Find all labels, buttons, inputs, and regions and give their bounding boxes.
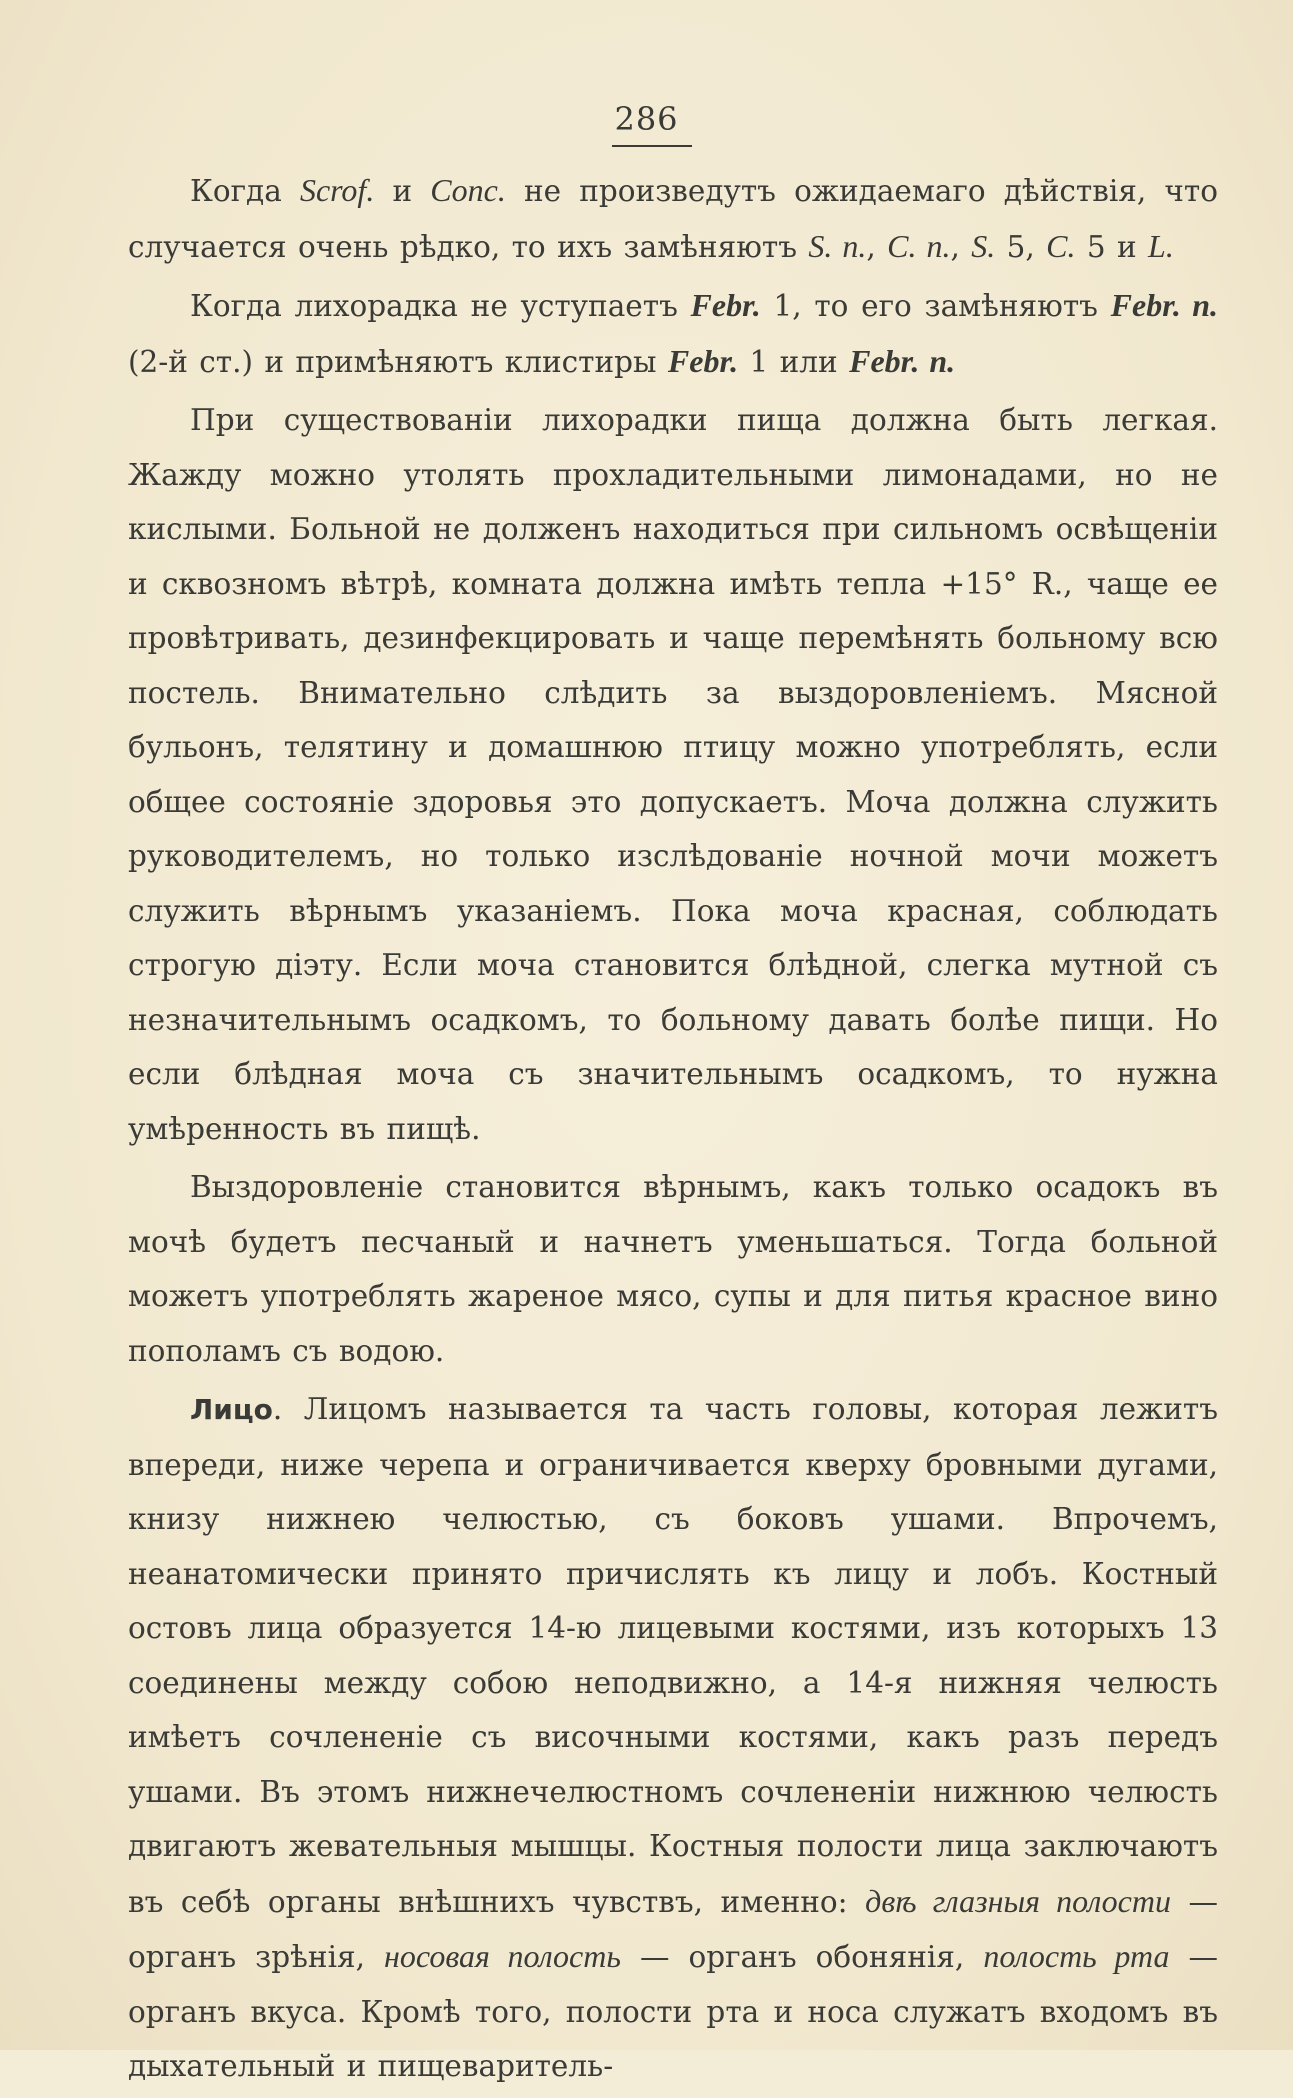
remedy-abbreviation: Febr. bbox=[667, 342, 739, 379]
remedy-abbreviation: Febr. bbox=[690, 287, 761, 323]
text-run: Когда лихорадка не уступаетъ bbox=[190, 289, 691, 323]
text-run: , bbox=[950, 229, 972, 264]
page-number-rule bbox=[612, 145, 692, 147]
remedy-abbreviation: S. n. bbox=[808, 227, 867, 264]
italic-term: носовая полость bbox=[384, 1938, 621, 1974]
remedy-abbreviation: Febr. n. bbox=[849, 342, 956, 379]
paragraph-1 bbox=[128, 163, 1218, 274]
remedy-abbreviation: Febr. n. bbox=[1110, 287, 1219, 323]
remedy-abbreviation: Conc. bbox=[430, 172, 506, 208]
text-run: . Лицомъ называется та часть головы, которая лежитъ впереди, ниже черепа и ограничивается кверху бровными дугами, книзу нижнею челюстью, съ боковъ ушами. Впрочемъ, неанатомически принято причислять къ лицу и лобъ. Костный остовъ лица образуется 14-ю лицевыми костями, изъ которыхъ 13 соединены между собою неподвижно, а 14-я нижняя челюсть имѣетъ сочлененіе съ височными костями, какъ разъ передъ ушами. Въ этомъ нижнечелюстномъ сочлененіи нижнюю челюсть двигаютъ жевательныя мышцы. Костныя полости лица заключаютъ въ себѣ органы внѣшнихъ чувствъ, именно: bbox=[128, 1392, 1218, 1919]
section-heading: Лицо bbox=[190, 1393, 273, 1426]
text-run: 5 и bbox=[1075, 229, 1149, 264]
text-run: — органъ вкуса. Кромѣ того, полости рта и носа служатъ входомъ въ дыхательный и пищеваритель- bbox=[128, 1940, 1218, 2083]
text-run: 1, то его замѣняютъ bbox=[760, 289, 1111, 323]
text-run: — органъ зрѣнія, bbox=[128, 1884, 1219, 1974]
text-run: и bbox=[374, 174, 431, 208]
paragraph-5 bbox=[128, 1382, 1218, 2094]
text-run: 5, bbox=[995, 229, 1047, 264]
remedy-abbreviation: Scrof. bbox=[299, 172, 375, 208]
text-run: (2-й ст.) и примѣняютъ клистиры bbox=[128, 344, 668, 379]
paragraph-3: При существованіи лихорадки пища должна быть легкая. Жажду можно утолять прохладительными лимонадами, но не кислыми. Больной не долженъ находиться при сильномъ освѣщеніи и сквозномъ вѣтрѣ, комната должна имѣть тепла +15° R., чаще ее провѣтривать, дезинфекцировать и чаще перемѣнять больному всю постель. Внимательно слѣдить за выздоровленіемъ. Мясной бульонъ, телятину и домашнюю птицу можно употреблять, если общее состояніе здоровья это допускаетъ. Моча должна служить руководителемъ, но только изслѣдованіе ночной мочи можетъ служить вѣрнымъ указаніемъ. Пока моча красная, соблюдать строгую діэту. Если моча становится блѣдной, слегка мутной съ незначительнымъ осадкомъ, то больному давать болѣе пищи. Но если блѣдная моча съ значительнымъ осадкомъ, то нужна умѣренность въ пищѣ. bbox=[128, 403, 1218, 1146]
paragraph-2 bbox=[128, 278, 1218, 389]
remedy-abbreviation: L. bbox=[1148, 227, 1174, 264]
page-number: 286 bbox=[614, 100, 679, 138]
text-run: , bbox=[866, 229, 888, 264]
paragraph-4: Выздоровленіе становится вѣрнымъ, какъ только осадокъ въ мочѣ будетъ песчаный и начнетъ уменьшаться. Тогда больной можетъ употреблять жареное мясо, супы и для питья красное вино пополамъ съ водою. bbox=[128, 1170, 1218, 1368]
text-run: — органъ обонянія, bbox=[620, 1940, 984, 1974]
italic-term: полость рта bbox=[983, 1938, 1170, 1974]
body-text bbox=[128, 163, 1218, 2098]
remedy-abbreviation: S. bbox=[971, 227, 996, 264]
text-run: 1 или bbox=[738, 344, 850, 379]
italic-term: двѣ глазныя полости bbox=[865, 1882, 1171, 1919]
text-run: не произведутъ ожидаемаго дѣйствія, что случается очень рѣдко, то ихъ замѣняютъ bbox=[128, 174, 1218, 264]
text-run: Когда bbox=[190, 174, 300, 208]
remedy-abbreviation: C. bbox=[1046, 227, 1076, 264]
remedy-abbreviation: C. n. bbox=[887, 227, 951, 264]
